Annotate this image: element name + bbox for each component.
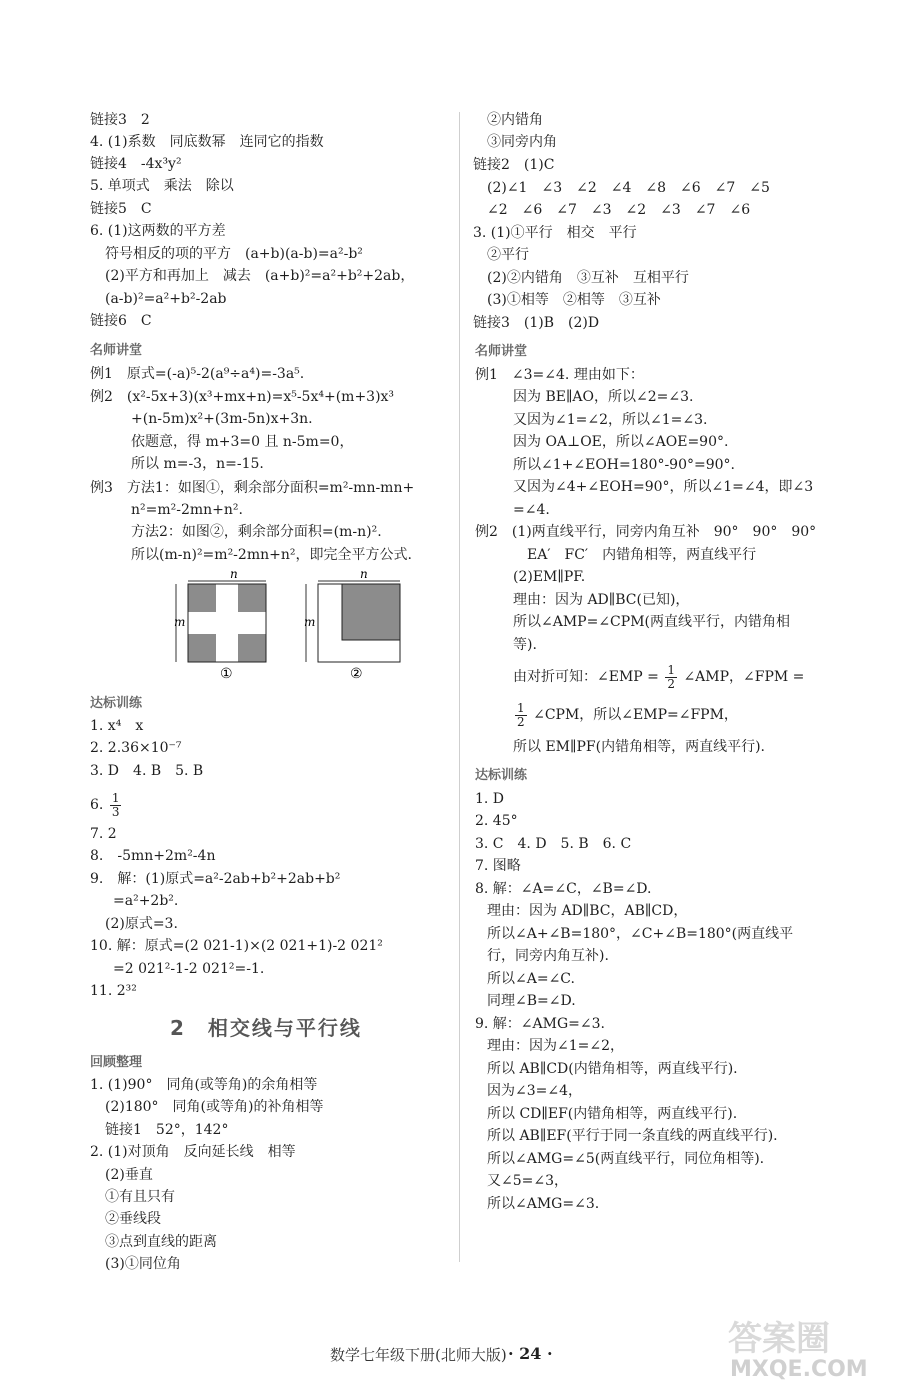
text-line: 3. (1)①平行 相交 平行 xyxy=(473,225,637,241)
text-line: 8. -5mn+2m²-4n xyxy=(90,848,216,864)
text-line: (3)①相等 ②相等 ③互补 xyxy=(487,292,661,308)
fig1-n-label: n xyxy=(230,567,238,581)
text-line: +(n-5m)x²+(3m-5n)x+3n. xyxy=(131,411,313,427)
text-line: 行，同旁内角互补). xyxy=(487,948,609,964)
text-line: 7. 2 xyxy=(90,826,117,842)
section-heading: 达标训练 xyxy=(90,696,143,711)
text-line: 11. 2³² xyxy=(90,983,137,999)
text-line: 所以∠AMP=∠CPM(两直线平行，内错角相 xyxy=(513,614,790,630)
answer-6 xyxy=(90,791,123,819)
text-line: 9. 解：(1)原式=a²-2ab+b²+2ab+b² xyxy=(90,871,341,887)
text-line: 等). xyxy=(513,637,537,653)
section-heading: 名师讲堂 xyxy=(90,343,143,358)
answer-6-label: 6. xyxy=(90,797,104,813)
text-line: ②平行 xyxy=(487,247,529,263)
text-line: 2. 2.36×10⁻⁷ xyxy=(90,740,182,756)
page-number: · 24 · xyxy=(508,1344,553,1363)
fig2-n-label: n xyxy=(360,567,368,581)
text-line: 链接3 (1)B (2)D xyxy=(473,315,600,331)
fig1-m-label: m xyxy=(174,615,186,629)
text-line: 因为∠3=∠4， xyxy=(487,1083,583,1099)
text-line: 所以 AB∥EF(平行于同一条直线的两直线平行). xyxy=(487,1128,778,1144)
fig2-inner-square xyxy=(342,584,400,640)
text-line: 同理∠B=∠D. xyxy=(487,993,576,1009)
text-line: 1. D xyxy=(475,791,505,807)
text-line: 4. (1)系数 同底数幂 连同它的指数 xyxy=(90,134,324,150)
text-line: 10. 解：原式=(2 021-1)×(2 021+1)-2 021² xyxy=(90,938,383,954)
text-line: (2)EM∥PF. xyxy=(513,569,586,585)
text-line: n²=m²-2mn+n². xyxy=(131,502,243,518)
text-line: 又因为∠4+∠EOH=90°，所以∠1=∠4，即∠3 xyxy=(513,479,814,495)
section-heading: 回顾整理 xyxy=(90,1055,143,1070)
fig1-cross-v xyxy=(216,584,238,662)
fold-text-c: ∠CPM，所以∠EMP=∠FPM， xyxy=(533,707,738,723)
text-line: 理由：因为∠1=∠2， xyxy=(487,1038,625,1054)
text-line: 所以∠A+∠B=180°，∠C+∠B=180°(两直线平 xyxy=(487,926,794,942)
fig2-m-label: m xyxy=(304,615,316,629)
text-line: =a²+2b². xyxy=(113,893,179,909)
section-heading: 名师讲堂 xyxy=(475,344,528,359)
text-line: =∠4. xyxy=(513,502,550,518)
text-line: 因为 OA⊥OE，所以∠AOE=90°. xyxy=(513,434,729,450)
fold-line-2 xyxy=(513,700,738,730)
text-line: 1. x⁴ x xyxy=(90,718,144,734)
text-line: ∠2 ∠6 ∠7 ∠3 ∠2 ∠3 ∠7 ∠6 xyxy=(487,202,751,218)
text-line: 例1 ∠3=∠4. 理由如下： xyxy=(475,367,644,383)
fig1-caption: ① xyxy=(220,666,233,682)
text-line: 3. C 4. D 5. B 6. C xyxy=(475,836,632,852)
text-line: 链接3 2 xyxy=(90,112,150,128)
text-line: 所以 m=-3，n=-15. xyxy=(131,456,264,472)
text-line: 又∠5=∠3， xyxy=(487,1173,569,1189)
text-line: 所以 CD∥EF(内错角相等，两直线平行). xyxy=(487,1106,738,1122)
text-line: 所以 AB∥CD(内错角相等，两直线平行). xyxy=(487,1061,738,1077)
text-line: ②垂线段 xyxy=(105,1211,161,1227)
text-line: 所以(m-n)²=m²-2mn+n²，即完全平方公式. xyxy=(131,547,412,563)
text-line: (2)②内错角 ③互补 互相平行 xyxy=(487,270,689,286)
text-line: 链接2 (1)C xyxy=(473,157,555,173)
text-line: (2)原式=3. xyxy=(105,916,178,932)
text-line: (a-b)²=a²+b²-2ab xyxy=(105,291,227,307)
book-title-footer: 数学七年级下册(北师大版) xyxy=(330,1346,507,1364)
fraction-one-half: $\frac{1}{2}$ xyxy=(667,662,675,691)
text-line: 所以 EM∥PF(内错角相等，两直线平行). xyxy=(513,739,765,755)
text-line: ①有且只有 xyxy=(105,1189,175,1205)
fold-line xyxy=(513,662,804,692)
text-line: 3. D 4. B 5. B xyxy=(90,763,204,779)
text-line: 所以∠AMG=∠5(两直线平行，同位角相等). xyxy=(487,1151,765,1167)
svg-text:MXQE.COM: MXQE.COM xyxy=(730,1357,868,1382)
column-divider xyxy=(459,112,460,1262)
fold-text-a: 由对折可知：∠EMP = xyxy=(513,669,659,685)
text-line: ③点到直线的距离 xyxy=(105,1234,217,1250)
text-line: (2)∠1 ∠3 ∠2 ∠4 ∠8 ∠6 ∠7 ∠5 xyxy=(487,180,770,196)
text-line: 所以∠AMG=∠3. xyxy=(487,1196,600,1212)
text-line: 链接4 -4x³y² xyxy=(90,156,182,172)
chapter-title: 2 相交线与平行线 xyxy=(170,1016,362,1040)
text-line: ②内错角 xyxy=(487,112,543,128)
section-heading: 达标训练 xyxy=(475,768,528,783)
text-line: (2)180° 同角(或等角)的补角相等 xyxy=(105,1099,324,1115)
text-line: 又因为∠1=∠2，所以∠1=∠3. xyxy=(513,412,708,428)
text-line: 因为 BE∥AO，所以∠2=∠3. xyxy=(513,389,694,405)
text-line: 理由：因为 AD∥BC(已知)， xyxy=(513,592,690,608)
text-line: 链接1 52°，142° xyxy=(105,1122,229,1138)
text-line: 6. (1)这两数的平方差 xyxy=(90,223,226,239)
text-line: =2 021²-1-2 021²=-1. xyxy=(113,961,265,977)
text-line: 例3 方法1：如图①，剩余部分面积=m²-mn-mn+ xyxy=(90,480,415,496)
square-figures xyxy=(168,566,418,684)
watermark-logo xyxy=(700,1310,890,1382)
text-line: 1. (1)90° 同角(或等角)的余角相等 xyxy=(90,1077,318,1093)
fold-text-b: ∠AMP，∠FPM = xyxy=(683,669,805,685)
text-line: 例2 (x²-5x+3)(x³+mx+n)=x⁵-5x⁴+(m+3)x³ xyxy=(90,389,395,405)
text-line: 例1 原式=(-a)⁵-2(a⁹÷a⁴)=-3a⁵. xyxy=(90,366,305,382)
text-line: 所以∠1+∠EOH=180°-90°=90°. xyxy=(513,457,735,473)
text-line: 9. 解：∠AMG=∠3. xyxy=(475,1016,605,1032)
text-line: 2. 45° xyxy=(475,813,518,829)
text-line: 7. 图略 xyxy=(475,858,521,874)
text-line: 链接6 C xyxy=(90,313,152,329)
text-line: 5. 单项式 乘法 除以 xyxy=(90,178,234,194)
text-line: ③同旁内角 xyxy=(487,134,557,150)
text-line: 2. (1)对顶角 反向延长线 相等 xyxy=(90,1144,296,1160)
fraction-one-third: $\frac{1}{3}$ xyxy=(111,790,120,819)
text-line: (3)①同位角 xyxy=(105,1256,181,1272)
svg-text:答案圈: 答案圈 xyxy=(728,1319,830,1359)
text-line: (2)平方和再加上 减去 (a+b)²=a²+b²+2ab， xyxy=(105,268,415,284)
text-line: 方法2：如图②，剩余部分面积=(m-n)². xyxy=(131,524,382,540)
text-line: 8. 解：∠A=∠C，∠B=∠D. xyxy=(475,881,652,897)
fraction-one-half: $\frac{1}{2}$ xyxy=(517,700,525,729)
text-line: 理由：因为 AD∥BC，AB∥CD， xyxy=(487,903,688,919)
text-line: (2)垂直 xyxy=(105,1167,153,1183)
text-line: EA′ FC′ 内错角相等，两直线平行 xyxy=(527,547,757,563)
text-line: 链接5 C xyxy=(90,201,152,217)
text-line: 依题意，得 m+3=0 且 n-5m=0， xyxy=(131,434,354,450)
fig2-caption: ② xyxy=(350,666,363,682)
text-line: 符号相反的项的平方 (a+b)(a-b)=a²-b² xyxy=(105,246,363,262)
text-line: 所以∠A=∠C. xyxy=(487,971,575,987)
text-line: 例2 (1)两直线平行，同旁内角互补 90° 90° 90° xyxy=(475,524,817,540)
